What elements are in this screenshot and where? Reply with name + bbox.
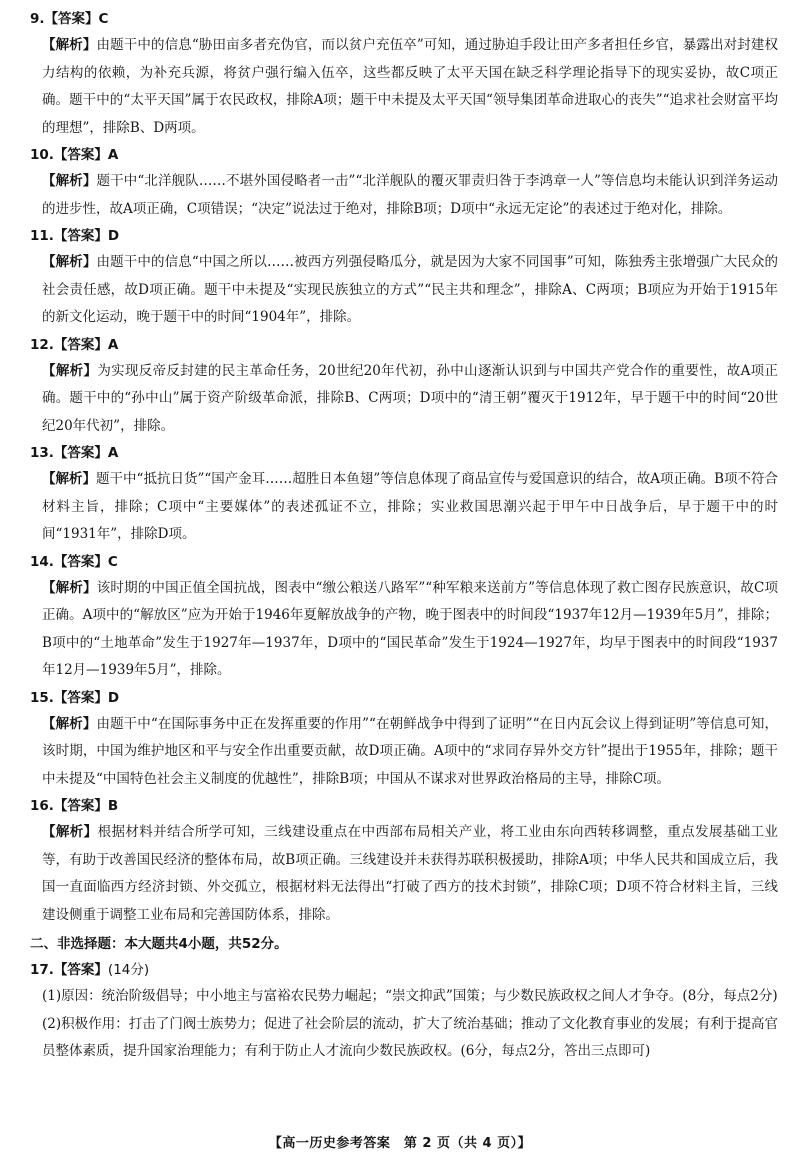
question-11 [30, 223, 778, 332]
analysis-tag: 【解析】 [42, 37, 97, 53]
analysis-tag: 【解析】 [42, 715, 97, 732]
score-label: (14分) [107, 962, 150, 978]
analysis-text: 根据材料并结合所学可知，三线建设重点在中西部布局相关产业，将工业由东向西转移调整，重点发展基础工业等，有助于改善国民经济的整体布局，故B项正确。三线建设并未获得苏联积极援助，排除A项；中华人民共和国成立后，我国一直面临西方经济封锁、外交孤立，根据材料无法得出“打破了西方的技术封锁”，排除C项；D项不符合材料主旨，三线建设侧重于调整工业布局和完善国防体系，排除。 [42, 824, 778, 923]
analysis-paragraph [42, 575, 778, 685]
question-12 [30, 332, 778, 441]
answer-tag: 【答案】 [53, 962, 108, 978]
analysis-text: 题干中“抵抗日货”“国产金耳……超胜日本鱼翅”等信息体现了商品宣传与爱国意识的结合，故A项正确。B项不符合材料主旨，排除；C项中“主要媒体”的表述孤证不立，排除；实业救国思潮兴起于甲午中日战争后，早于题干中的时间“1931年”，排除D项。 [42, 471, 779, 542]
answer-value: A [107, 147, 119, 163]
question-number: 12. [30, 336, 54, 353]
analysis-paragraph [42, 711, 778, 794]
question-10 [30, 142, 778, 223]
question-number: 13. [30, 445, 54, 461]
analysis-tag: 【解析】 [42, 362, 98, 379]
page-footer: 【高一历史参考答案 第 2 页（共 4 页）】 [268, 1136, 532, 1151]
answer-tag: 【答案】 [53, 689, 108, 706]
answer-tag: 【答案】 [53, 147, 108, 163]
answer-part-2: (2)积极作用：打击了门阀士族势力；促进了社会阶层的流动，扩大了统治基础；推动了文化教育事业的发展；有利于提高官员整体素质，提升国家治理能力；有利于防止人才流向少数民族政权。(6分，每点2分，答出三点即可) [42, 1015, 778, 1059]
question-9 [30, 6, 778, 142]
analysis-text: 由题干中的信息“中国之所以……被西方列强侵略瓜分，就是因为大家不同国事”可知，陈独秀主张增强广大民众的社会责任感，故D项正确。题干中未提及“实现民族独立的方式”“民主共和理念”，排除A、C两项；B项应为开始于1915年的新文化运动，晚于题干中的时间“1904年”，排除。 [42, 254, 779, 325]
analysis-text: 题干中“北洋舰队……不堪外国侵略者一击”“北洋舰队的覆灭罪责归咎于李鸿章一人”等信息均未能认识到洋务运动的进步性，故A项正确，C项错误；“决定”说法过于绝对，排除B项；D项中“永远无定论”的表述过于绝对化，排除。 [42, 173, 778, 217]
question-14 [30, 549, 778, 685]
answer-line [30, 549, 778, 575]
answer-tag: 【答案】 [44, 11, 99, 27]
question-number: 9. [30, 11, 45, 27]
answer-value: D [107, 228, 120, 244]
answer-line [30, 685, 778, 711]
analysis-paragraph [42, 466, 778, 549]
analysis-paragraph [42, 249, 778, 332]
answer-line [30, 223, 778, 249]
analysis-tag: 【解析】 [42, 579, 97, 596]
section-heading: 二、非选择题：本大题共4小题，共52分。 [30, 936, 288, 952]
answer-value: A [107, 445, 119, 461]
analysis-text: 由题干中“在国际事务中正在发挥重要的作用”“在朝鲜战争中得到了证明”“在日内瓦会议上得到证明”等信息可知，该时期，中国为维护地区和平与安全作出重要贡献，故D项正确。A项中的“求同存异外交方针”提出于1955年，排除；题干中未提及“中国特色社会主义制度的优越性”，排除B项；中国从不谋求对世界政治格局的主导，排除C项。 [42, 715, 778, 787]
answer-line [30, 6, 778, 32]
analysis-text: 由题干中的信息“胁田亩多者充伪官，而以贫户充伍卒”可知，通过胁迫手段让田产多者担任乡官，暴露出对封建权力结构的依赖，为补充兵源，将贫户强行编入伍卒，这些都反映了太平天国在缺乏科学理论指导下的现实妥协，故C项正确。题干中的“太平天国”属于农民政权，排除A项；题干中未提及太平天国“领导集团革命进取心的丧失”“追求社会财富平均的理想”，排除B、D两项。 [42, 37, 778, 136]
analysis-text: 该时期的中国正值全国抗战，图表中“缴公粮送八路军”“种军粮来送前方”等信息体现了救亡图存民族意识，故C项正确。A项中的“解放区”应为开始于1946年夏解放战争的产物，晚于图表中的时间段“1937年12月—1939年5月”，排除；B项中的“土地革命”发生于1927年—1937年，D项中的“国民革命”发生于1924—1927年，均早于图表中的时间段“1937年12月—1939年5月”，排除。 [42, 579, 779, 678]
answer-value: B [107, 798, 119, 814]
answer-value: A [107, 336, 119, 353]
question-number: 16. [30, 798, 54, 814]
answer-tag: 【答案】 [53, 553, 108, 570]
answer-line [30, 332, 778, 358]
answer-line [30, 440, 778, 466]
question-number: 14. [30, 553, 54, 570]
question-number: 11. [30, 228, 54, 244]
answer-line [30, 793, 778, 819]
answer-line [30, 957, 778, 983]
question-16 [30, 793, 778, 929]
answer-tag: 【答案】 [53, 228, 108, 244]
answer-tag: 【答案】 [53, 798, 108, 814]
analysis-tag: 【解析】 [42, 471, 97, 487]
question-15 [30, 685, 778, 794]
analysis-tag: 【解析】 [42, 824, 98, 840]
answer-value: C [107, 553, 118, 570]
analysis-paragraph [42, 358, 778, 441]
analysis-text: 为实现反帝反封建的民主革命任务，20世纪20年代初，孙中山逐渐认识到与中国共产党合作的重要性，故A项正确。题干中的“孙中山”属于资产阶级革命派，排除B、C两项；D项中的“清王朝”覆灭于1912年，早于题干中的时间“20世纪20年代初”，排除。 [42, 362, 779, 434]
question-number: 15. [30, 689, 54, 706]
analysis-tag: 【解析】 [42, 173, 97, 189]
analysis-paragraph [42, 168, 778, 223]
question-number: 17. [30, 962, 54, 978]
analysis-paragraph [42, 819, 778, 929]
analysis-tag: 【解析】 [42, 254, 97, 270]
question-17 [30, 957, 778, 1066]
answer-tag: 【答案】 [53, 336, 108, 353]
answer-line [30, 142, 778, 168]
question-13 [30, 440, 778, 549]
answer-value: C [98, 11, 109, 27]
answer-value: D [107, 689, 120, 706]
answer-part-1: (1)原因：统治阶级倡导；中小地主与富裕农民势力崛起；“崇文抑武”国策；与少数民族政权之间人才争夺。(8分，每点2分) [42, 988, 778, 1004]
question-number: 10. [30, 147, 54, 163]
analysis-paragraph [42, 32, 778, 142]
answer-tag: 【答案】 [53, 445, 108, 461]
